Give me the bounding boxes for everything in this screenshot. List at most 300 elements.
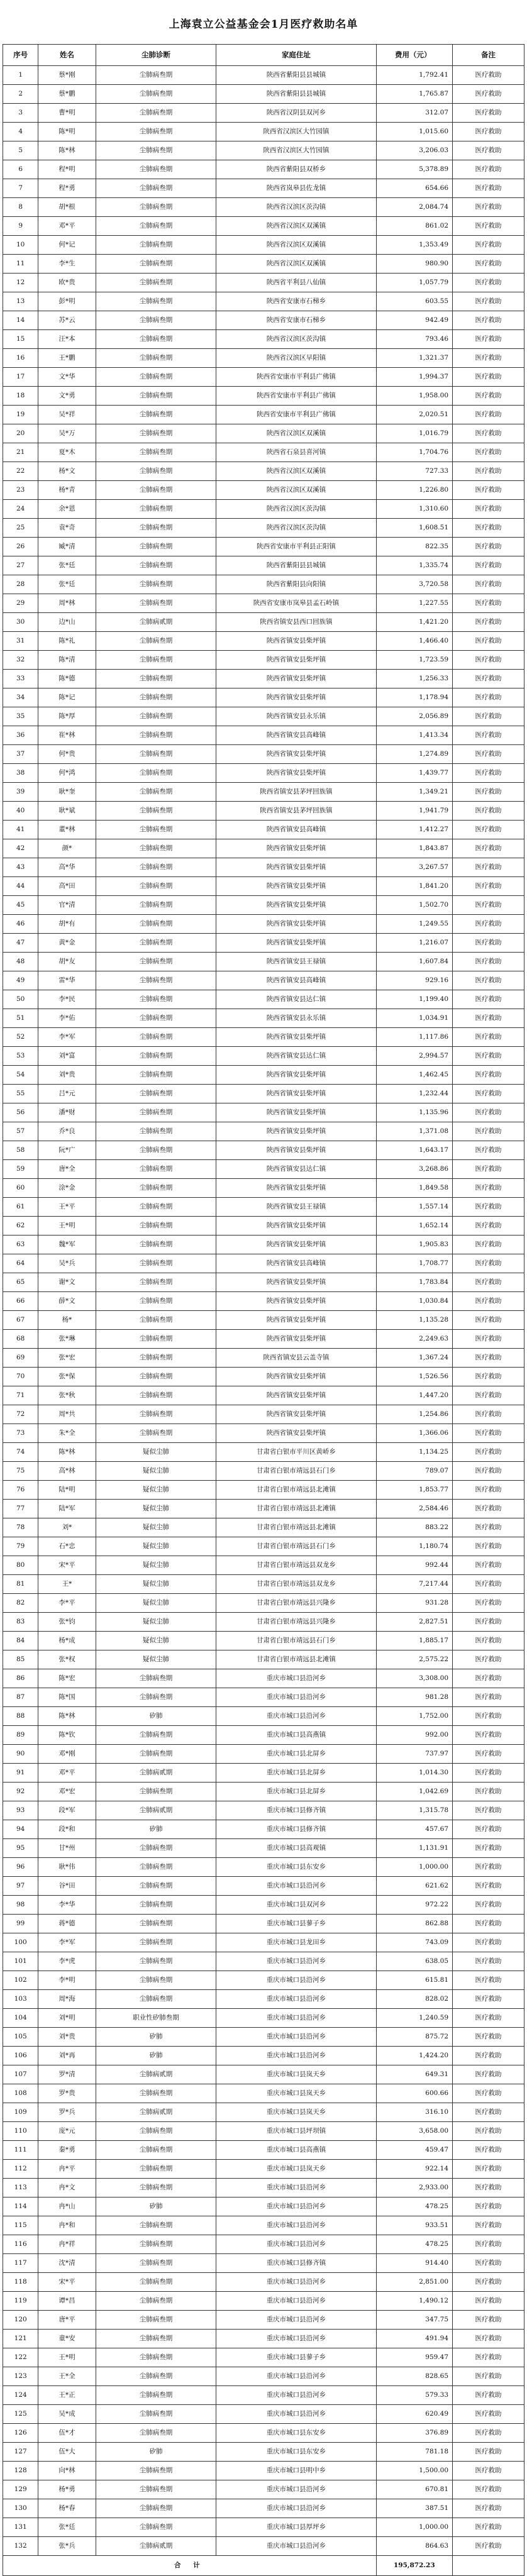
cell-cost: 347.75 bbox=[376, 2311, 452, 2330]
cell-cost: 1,994.37 bbox=[376, 368, 452, 387]
cell-address: 陕西省汉滨区双溪镇 bbox=[216, 424, 376, 443]
cell-address: 陕西省镇安县茅坪回族镇 bbox=[216, 783, 376, 802]
cell-diagnosis: 尘肺病叁期 bbox=[96, 1179, 216, 1198]
cell-diagnosis: 尘肺病叁期 bbox=[96, 462, 216, 481]
cell-name: 王*明 bbox=[38, 1217, 96, 1235]
table-row bbox=[3, 2424, 524, 2443]
cell-address: 陕西省汉滨区大竹园镇 bbox=[216, 123, 376, 141]
cell-diagnosis: 尘肺病叁期 bbox=[96, 1839, 216, 1858]
cell-index: 121 bbox=[3, 2330, 38, 2348]
cell-remark: 医疗救助 bbox=[453, 783, 524, 802]
cell-remark: 医疗救助 bbox=[453, 292, 524, 311]
cell-diagnosis: 尘肺病叁期 bbox=[96, 990, 216, 1009]
cell-diagnosis: 疑似尘肺 bbox=[96, 1575, 216, 1594]
cell-remark: 医疗救助 bbox=[453, 274, 524, 292]
cell-index: 44 bbox=[3, 877, 38, 896]
cell-cost: 933.51 bbox=[376, 2216, 452, 2235]
cell-remark: 医疗救助 bbox=[453, 2160, 524, 2179]
cell-diagnosis: 尘肺病叁期 bbox=[96, 2330, 216, 2348]
cell-remark: 医疗救助 bbox=[453, 1273, 524, 1292]
cell-diagnosis: 尘肺病贰期 bbox=[96, 1801, 216, 1820]
cell-remark: 医疗救助 bbox=[453, 858, 524, 877]
cell-name: 蒋*德 bbox=[38, 1915, 96, 1933]
cell-remark: 医疗救助 bbox=[453, 1386, 524, 1405]
cell-diagnosis: 尘肺病叁期 bbox=[96, 821, 216, 839]
cell-remark: 医疗救助 bbox=[453, 745, 524, 764]
cell-name: 李*军 bbox=[38, 1028, 96, 1047]
table-row bbox=[3, 1839, 524, 1858]
cell-index: 90 bbox=[3, 1745, 38, 1764]
cell-remark: 医疗救助 bbox=[453, 1368, 524, 1386]
cell-address: 陕西省汉滨区双溪镇 bbox=[216, 217, 376, 236]
cell-name: 边*山 bbox=[38, 613, 96, 632]
cell-name: 陈*明 bbox=[38, 123, 96, 141]
cell-name: 陈*林 bbox=[38, 1443, 96, 1462]
table-row bbox=[3, 2084, 524, 2103]
cell-cost: 1,256.33 bbox=[376, 670, 452, 688]
cell-index: 1 bbox=[3, 66, 38, 85]
cell-name: 涂*金 bbox=[38, 1179, 96, 1198]
cell-cost: 959.47 bbox=[376, 2348, 452, 2367]
cell-remark: 医疗救助 bbox=[453, 1103, 524, 1122]
table-row bbox=[3, 1198, 524, 1217]
cell-index: 59 bbox=[3, 1160, 38, 1179]
cell-index: 23 bbox=[3, 481, 38, 500]
cell-remark: 医疗救助 bbox=[453, 1292, 524, 1311]
cell-address: 重庆市城口县沿河乡 bbox=[216, 2330, 376, 2348]
cell-remark: 医疗救助 bbox=[453, 688, 524, 707]
table-row bbox=[3, 2443, 524, 2462]
table-row bbox=[3, 2273, 524, 2292]
cell-address: 重庆市城口县沿河乡 bbox=[216, 2292, 376, 2311]
cell-cost: 2,851.00 bbox=[376, 2273, 452, 2292]
cell-diagnosis: 尘肺病叁期 bbox=[96, 877, 216, 896]
header-index: 序号 bbox=[3, 45, 38, 66]
cell-remark: 医疗救助 bbox=[453, 85, 524, 104]
cell-name: 陈*林 bbox=[38, 1707, 96, 1726]
cell-diagnosis: 尘肺病叁期 bbox=[96, 2235, 216, 2254]
cell-diagnosis: 尘肺病叁期 bbox=[96, 802, 216, 821]
table-row bbox=[3, 160, 524, 179]
cell-name: 张*廷 bbox=[38, 2518, 96, 2537]
cell-index: 82 bbox=[3, 1594, 38, 1613]
cell-remark: 医疗救助 bbox=[453, 66, 524, 85]
cell-cost: 1,557.14 bbox=[376, 1198, 452, 1217]
table-row bbox=[3, 556, 524, 575]
cell-index: 2 bbox=[3, 85, 38, 104]
cell-name: 刘* bbox=[38, 1518, 96, 1537]
cell-address: 甘肃省白银市靖远县石门乡 bbox=[216, 1462, 376, 1481]
cell-address: 陕西省镇安县柴坪镇 bbox=[216, 1424, 376, 1443]
table-row bbox=[3, 2179, 524, 2197]
cell-name: 杨*勇 bbox=[38, 2480, 96, 2499]
cell-cost: 579.33 bbox=[376, 2386, 452, 2405]
table-row bbox=[3, 2386, 524, 2405]
cell-index: 15 bbox=[3, 330, 38, 349]
table-row bbox=[3, 821, 524, 839]
cell-remark: 医疗救助 bbox=[453, 1481, 524, 1500]
cell-remark: 医疗救助 bbox=[453, 2443, 524, 2462]
cell-remark: 医疗救助 bbox=[453, 764, 524, 783]
cell-diagnosis: 尘肺病叁期 bbox=[96, 783, 216, 802]
cell-cost: 457.67 bbox=[376, 1820, 452, 1839]
cell-address: 重庆市城口县岚天乡 bbox=[216, 2103, 376, 2122]
cell-address: 陕西省汉滨区茨沟镇 bbox=[216, 330, 376, 349]
cell-diagnosis: 尘肺病叁期 bbox=[96, 1745, 216, 1764]
cell-remark: 医疗救助 bbox=[453, 519, 524, 538]
cell-diagnosis: 尘肺病叁期 bbox=[96, 896, 216, 915]
cell-name: 张*廷 bbox=[38, 575, 96, 594]
cell-name: 雷*华 bbox=[38, 971, 96, 990]
cell-remark: 医疗救助 bbox=[453, 707, 524, 726]
table-row bbox=[3, 311, 524, 330]
cell-index: 18 bbox=[3, 387, 38, 406]
table-row bbox=[3, 1481, 524, 1500]
cell-diagnosis: 矽肺 bbox=[96, 2443, 216, 2462]
cell-cost: 1,421.20 bbox=[376, 613, 452, 632]
cell-diagnosis: 疑似尘肺 bbox=[96, 1613, 216, 1632]
cell-cost: 1,117.86 bbox=[376, 1028, 452, 1047]
cell-remark: 医疗救助 bbox=[453, 424, 524, 443]
table-row bbox=[3, 1273, 524, 1292]
header-cost: 费用（元） bbox=[376, 45, 452, 66]
cell-cost: 743.09 bbox=[376, 1933, 452, 1952]
table-row bbox=[3, 2103, 524, 2122]
cell-index: 71 bbox=[3, 1386, 38, 1405]
cell-remark: 医疗救助 bbox=[453, 971, 524, 990]
cell-diagnosis: 尘肺病叁期 bbox=[96, 934, 216, 953]
cell-cost: 1,905.83 bbox=[376, 1235, 452, 1254]
table-row bbox=[3, 2292, 524, 2311]
cell-diagnosis: 尘肺病叁期 bbox=[96, 1669, 216, 1688]
cell-address: 陕西省镇安县柴坪镇 bbox=[216, 670, 376, 688]
cell-remark: 医疗救助 bbox=[453, 1669, 524, 1688]
cell-address: 陕西省镇安县高峰镇 bbox=[216, 726, 376, 745]
cell-address: 重庆市城口县沿河乡 bbox=[216, 2179, 376, 2197]
cell-cost: 1,607.84 bbox=[376, 953, 452, 971]
table-row bbox=[3, 1292, 524, 1311]
cell-index: 26 bbox=[3, 538, 38, 556]
cell-cost: 5,378.89 bbox=[376, 160, 452, 179]
cell-diagnosis: 尘肺病叁期 bbox=[96, 1330, 216, 1349]
cell-remark: 医疗救助 bbox=[453, 2216, 524, 2235]
cell-address: 陕西省镇安县柴坪镇 bbox=[216, 896, 376, 915]
cell-cost: 862.88 bbox=[376, 1915, 452, 1933]
cell-diagnosis: 尘肺病叁期 bbox=[96, 1311, 216, 1330]
cell-cost: 1,249.55 bbox=[376, 915, 452, 934]
table-row bbox=[3, 424, 524, 443]
cell-cost: 3,308.00 bbox=[376, 1669, 452, 1688]
table-row bbox=[3, 594, 524, 613]
table-row bbox=[3, 1405, 524, 1424]
cell-address: 重庆市城口县沿河乡 bbox=[216, 1688, 376, 1707]
cell-index: 29 bbox=[3, 594, 38, 613]
cell-cost: 1,015.60 bbox=[376, 123, 452, 141]
cell-cost: 376.89 bbox=[376, 2424, 452, 2443]
cell-index: 76 bbox=[3, 1481, 38, 1500]
cell-name: 邓*刚 bbox=[38, 1745, 96, 1764]
cell-address: 重庆市城口县沿河乡 bbox=[216, 2386, 376, 2405]
table-row bbox=[3, 1386, 524, 1405]
cell-remark: 医疗救助 bbox=[453, 1801, 524, 1820]
cell-address: 重庆市城口县蓼子乡 bbox=[216, 1915, 376, 1933]
table-row bbox=[3, 2480, 524, 2499]
table-row bbox=[3, 387, 524, 406]
table-row bbox=[3, 1896, 524, 1915]
cell-address: 陕西省安康市石梯乡 bbox=[216, 311, 376, 330]
cell-index: 49 bbox=[3, 971, 38, 990]
cell-index: 105 bbox=[3, 2028, 38, 2047]
cell-name: 高*华 bbox=[38, 858, 96, 877]
cell-cost: 1,000.00 bbox=[376, 1858, 452, 1877]
cell-name: 乔*良 bbox=[38, 1122, 96, 1141]
table-row bbox=[3, 2160, 524, 2179]
table-row bbox=[3, 1311, 524, 1330]
cell-index: 129 bbox=[3, 2480, 38, 2499]
cell-diagnosis: 尘肺病叁期 bbox=[96, 1235, 216, 1254]
cell-index: 109 bbox=[3, 2103, 38, 2122]
cell-remark: 医疗救助 bbox=[453, 1764, 524, 1783]
cell-cost: 478.25 bbox=[376, 2197, 452, 2216]
cell-cost: 1,367.24 bbox=[376, 1349, 452, 1368]
cell-index: 45 bbox=[3, 896, 38, 915]
cell-address: 重庆市城口县沿河乡 bbox=[216, 2499, 376, 2518]
table-row bbox=[3, 1141, 524, 1160]
total-value: 195,872.23 bbox=[376, 2556, 452, 2576]
cell-name: 冉*和 bbox=[38, 2216, 96, 2235]
cell-diagnosis: 尘肺病叁期 bbox=[96, 2348, 216, 2367]
cell-index: 104 bbox=[3, 2009, 38, 2028]
cell-address: 重庆市城口县沿河乡 bbox=[216, 1669, 376, 1688]
cell-remark: 医疗救助 bbox=[453, 2405, 524, 2424]
cell-diagnosis: 尘肺病叁期 bbox=[96, 1990, 216, 2009]
cell-cost: 1,014.30 bbox=[376, 1764, 452, 1783]
cell-address: 重庆市城口县沿河乡 bbox=[216, 1990, 376, 2009]
cell-index: 61 bbox=[3, 1198, 38, 1217]
table-row bbox=[3, 1783, 524, 1801]
cell-name: 王*明 bbox=[38, 2348, 96, 2367]
cell-index: 68 bbox=[3, 1330, 38, 1349]
cell-diagnosis: 尘肺病叁期 bbox=[96, 1726, 216, 1745]
cell-index: 87 bbox=[3, 1688, 38, 1707]
cell-name: 程*明 bbox=[38, 160, 96, 179]
cell-cost: 638.05 bbox=[376, 1952, 452, 1971]
cell-diagnosis: 尘肺病叁期 bbox=[96, 1066, 216, 1085]
cell-diagnosis: 尘肺病叁期 bbox=[96, 915, 216, 934]
table-row bbox=[3, 2216, 524, 2235]
cell-name: 吴*兵 bbox=[38, 1254, 96, 1273]
cell-name: 杨*青 bbox=[38, 481, 96, 500]
cell-cost: 1,000.00 bbox=[376, 2518, 452, 2537]
cell-name: 李*明 bbox=[38, 1971, 96, 1990]
cell-index: 57 bbox=[3, 1122, 38, 1141]
cell-diagnosis: 尘肺病叁期 bbox=[96, 1933, 216, 1952]
header-diagnosis: 尘肺诊断 bbox=[96, 45, 216, 66]
cell-diagnosis: 尘肺病叁期 bbox=[96, 1368, 216, 1386]
cell-cost: 1,490.12 bbox=[376, 2292, 452, 2311]
cell-remark: 医疗救助 bbox=[453, 1009, 524, 1028]
cell-index: 100 bbox=[3, 1933, 38, 1952]
cell-name: 臧*清 bbox=[38, 538, 96, 556]
cell-index: 8 bbox=[3, 198, 38, 217]
cell-diagnosis: 尘肺病叁期 bbox=[96, 1028, 216, 1047]
cell-cost: 1,608.51 bbox=[376, 519, 452, 538]
cell-cost: 1,849.58 bbox=[376, 1179, 452, 1198]
cell-cost: 2,249.63 bbox=[376, 1330, 452, 1349]
cell-diagnosis: 尘肺病叁期 bbox=[96, 236, 216, 255]
cell-diagnosis: 尘肺病贰期 bbox=[96, 2537, 216, 2556]
cell-diagnosis: 尘肺病叁期 bbox=[96, 858, 216, 877]
cell-remark: 医疗救助 bbox=[453, 726, 524, 745]
table-row bbox=[3, 1085, 524, 1103]
table-row bbox=[3, 179, 524, 198]
cell-remark: 医疗救助 bbox=[453, 2141, 524, 2160]
cell-name: 崔*林 bbox=[38, 726, 96, 745]
cell-index: 86 bbox=[3, 1669, 38, 1688]
cell-diagnosis: 尘肺病叁期 bbox=[96, 123, 216, 141]
table-row bbox=[3, 1066, 524, 1085]
cell-address: 陕西省镇安县柴坪镇 bbox=[216, 764, 376, 783]
cell-index: 33 bbox=[3, 670, 38, 688]
cell-address: 陕西省镇安县柴坪镇 bbox=[216, 934, 376, 953]
cell-remark: 医疗救助 bbox=[453, 1537, 524, 1556]
table-row bbox=[3, 104, 524, 123]
cell-address: 陕西省紫阳县县城镇 bbox=[216, 556, 376, 575]
cell-name: 潘*财 bbox=[38, 1103, 96, 1122]
cell-diagnosis: 职业性矽肺叁期 bbox=[96, 2009, 216, 2028]
cell-name: 蔡*鹏 bbox=[38, 85, 96, 104]
cell-remark: 医疗救助 bbox=[453, 2122, 524, 2141]
cell-diagnosis: 尘肺病叁期 bbox=[96, 1141, 216, 1160]
cell-name: 李*平 bbox=[38, 1594, 96, 1613]
cell-name: 周*共 bbox=[38, 1405, 96, 1424]
cell-index: 102 bbox=[3, 1971, 38, 1990]
cell-diagnosis: 尘肺病叁期 bbox=[96, 2405, 216, 2424]
table-row bbox=[3, 1990, 524, 2009]
cell-diagnosis: 尘肺病叁期 bbox=[96, 2292, 216, 2311]
cell-name: 王*全 bbox=[38, 2367, 96, 2386]
cell-name: 刘*贵 bbox=[38, 1066, 96, 1085]
cell-diagnosis: 疑似尘肺 bbox=[96, 1462, 216, 1481]
cell-address: 重庆市城口县沿河乡 bbox=[216, 1971, 376, 1990]
cell-cost: 861.02 bbox=[376, 217, 452, 236]
cell-name: 官*清 bbox=[38, 896, 96, 915]
cell-address: 重庆市城口县修齐镇 bbox=[216, 1820, 376, 1839]
cell-index: 24 bbox=[3, 500, 38, 519]
cell-index: 66 bbox=[3, 1292, 38, 1311]
cell-diagnosis: 尘肺病贰期 bbox=[96, 2103, 216, 2122]
cell-diagnosis: 尘肺病叁期 bbox=[96, 2216, 216, 2235]
cell-address: 陕西省镇安县高峰镇 bbox=[216, 971, 376, 990]
cell-index: 43 bbox=[3, 858, 38, 877]
cell-address: 重庆市城口县沿河乡 bbox=[216, 1952, 376, 1971]
cell-diagnosis: 尘肺病叁期 bbox=[96, 85, 216, 104]
cell-diagnosis: 尘肺病叁期 bbox=[96, 1009, 216, 1028]
table-row bbox=[3, 1933, 524, 1952]
cell-diagnosis: 尘肺病叁期 bbox=[96, 1405, 216, 1424]
cell-remark: 医疗救助 bbox=[453, 1613, 524, 1632]
table-row bbox=[3, 66, 524, 85]
cell-remark: 医疗救助 bbox=[453, 2047, 524, 2065]
cell-diagnosis: 尘肺病叁期 bbox=[96, 1877, 216, 1896]
relief-list-table bbox=[3, 44, 524, 2576]
cell-diagnosis: 尘肺病叁期 bbox=[96, 217, 216, 236]
table-row bbox=[3, 858, 524, 877]
cell-diagnosis: 尘肺病叁期 bbox=[96, 311, 216, 330]
cell-index: 3 bbox=[3, 104, 38, 123]
cell-cost: 1,371.08 bbox=[376, 1122, 452, 1141]
cell-index: 112 bbox=[3, 2160, 38, 2179]
cell-diagnosis: 尘肺病叁期 bbox=[96, 141, 216, 160]
cell-remark: 医疗救助 bbox=[453, 2348, 524, 2367]
cell-name: 罗*兵 bbox=[38, 2103, 96, 2122]
table-row bbox=[3, 896, 524, 915]
cell-remark: 医疗救助 bbox=[453, 1650, 524, 1669]
cell-address: 陕西省汉滨区茨沟镇 bbox=[216, 500, 376, 519]
table-row bbox=[3, 2311, 524, 2330]
table-row bbox=[3, 368, 524, 387]
cell-cost: 1,335.74 bbox=[376, 556, 452, 575]
cell-cost: 621.62 bbox=[376, 1877, 452, 1896]
cell-cost: 972.22 bbox=[376, 1896, 452, 1915]
cell-name: 邓*平 bbox=[38, 1764, 96, 1783]
cell-diagnosis: 尘肺病叁期 bbox=[96, 1292, 216, 1311]
cell-address: 甘肃省白银市靖远县兴隆乡 bbox=[216, 1594, 376, 1613]
cell-diagnosis: 尘肺病叁期 bbox=[96, 726, 216, 745]
cell-cost: 600.66 bbox=[376, 2084, 452, 2103]
table-row bbox=[3, 1217, 524, 1235]
cell-address: 甘肃省白银市靖远县双龙乡 bbox=[216, 1575, 376, 1594]
cell-cost: 1,752.00 bbox=[376, 1707, 452, 1726]
cell-diagnosis: 尘肺病叁期 bbox=[96, 1103, 216, 1122]
cell-remark: 医疗救助 bbox=[453, 2424, 524, 2443]
cell-name: 庞*元 bbox=[38, 2122, 96, 2141]
cell-index: 58 bbox=[3, 1141, 38, 1160]
table-row bbox=[3, 330, 524, 349]
cell-remark: 医疗救助 bbox=[453, 821, 524, 839]
cell-remark: 医疗救助 bbox=[453, 1952, 524, 1971]
cell-cost: 670.81 bbox=[376, 2480, 452, 2499]
cell-cost: 1,447.20 bbox=[376, 1386, 452, 1405]
cell-address: 甘肃省白银市平川区黄峤乡 bbox=[216, 1443, 376, 1462]
cell-address: 陕西省安康市石梯乡 bbox=[216, 292, 376, 311]
cell-cost: 931.28 bbox=[376, 1594, 452, 1613]
table-row bbox=[3, 2122, 524, 2141]
cell-index: 92 bbox=[3, 1783, 38, 1801]
cell-index: 56 bbox=[3, 1103, 38, 1122]
cell-cost: 620.49 bbox=[376, 2405, 452, 2424]
cell-remark: 医疗救助 bbox=[453, 462, 524, 481]
cell-index: 125 bbox=[3, 2405, 38, 2424]
cell-index: 41 bbox=[3, 821, 38, 839]
cell-remark: 医疗救助 bbox=[453, 443, 524, 462]
cell-name: 邓*平 bbox=[38, 217, 96, 236]
cell-index: 11 bbox=[3, 255, 38, 274]
cell-remark: 医疗救助 bbox=[453, 179, 524, 198]
cell-cost: 459.47 bbox=[376, 2141, 452, 2160]
cell-index: 132 bbox=[3, 2537, 38, 2556]
cell-index: 36 bbox=[3, 726, 38, 745]
cell-name: 袁*奇 bbox=[38, 519, 96, 538]
cell-address: 陕西省镇安县柴坪镇 bbox=[216, 1141, 376, 1160]
cell-cost: 1,885.17 bbox=[376, 1632, 452, 1650]
cell-name: 陈*宏 bbox=[38, 1669, 96, 1688]
cell-diagnosis: 尘肺病叁期 bbox=[96, 1349, 216, 1368]
cell-address: 陕西省镇安县柴坪镇 bbox=[216, 1273, 376, 1292]
cell-cost: 1,216.07 bbox=[376, 934, 452, 953]
table-row bbox=[3, 217, 524, 236]
cell-cost: 1,466.40 bbox=[376, 632, 452, 651]
